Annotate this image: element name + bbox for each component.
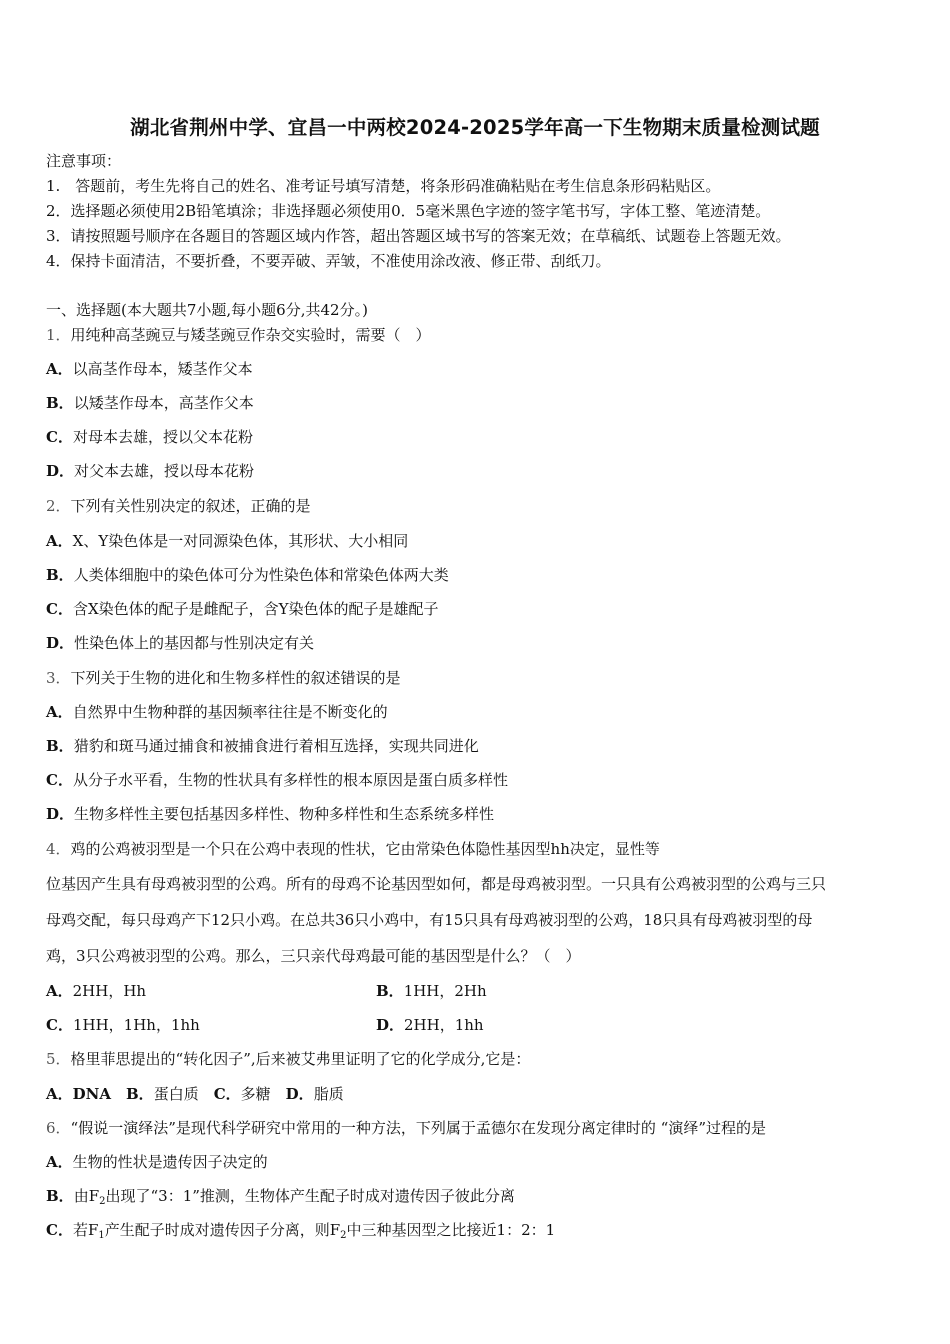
q1-option-a [46,359,253,379]
question-stem: 下列关于生物的进化和生物多样性的叙述错误的是 [70,669,401,687]
option-text: 性染色体上的基因都与性别决定有关 [74,634,315,652]
option-text: 生物的性状是遗传因子决定的 [72,1153,268,1171]
option-key: B． [46,1187,74,1205]
q5-options [46,1084,344,1104]
question-2 [46,496,311,516]
option-text: 2HH，Hh [72,982,147,1000]
option-key: A． [46,1153,73,1171]
option-text-post: 出现了“3：1”推测，生物体产生配子时成对遗传因子彼此分离 [105,1187,515,1205]
q1-option-c [46,427,253,447]
notice-item-4: 4．保持卡面清洁，不要折叠，不要弄破、弄皱，不准使用涂改液、修正带、刮纸刀。 [46,252,611,270]
option-text: 对父本去雄，授以母本花粉 [74,462,255,480]
option-key: C． [46,428,73,446]
option-text: 对母本去雄，授以父本花粉 [72,428,253,446]
q2-option-a [46,531,408,551]
option-text: 脂质 [313,1085,344,1103]
subscript: 2 [340,1230,347,1241]
option-key: A． [46,703,73,721]
question-6 [46,1118,766,1138]
option-text: 以矮茎作母本，高茎作父本 [73,394,254,412]
q1-option-d [46,461,254,481]
q2-option-d [46,633,314,653]
q6-option-c [46,1220,555,1246]
option-key: C． [46,600,73,618]
option-key: C． [46,771,73,789]
notice-item-1: 1. 答题前，考生先将自己的姓名、准考证号填写清楚，将条形码准确粘贴在考生信息条形码粘贴区。 [46,177,721,195]
question-stem-line-1: 鸡的公鸡被羽型是一个只在公鸡中表现的性状，它由常染色体隐性基因型hh决定，显性等 [70,840,660,858]
question-stem-line-2: 位基因产生具有母鸡被羽型的公鸡。所有的母鸡不论基因型如何，都是母鸡被羽型。一只具有公鸡被羽型的公鸡与三只 [46,875,827,893]
q3-option-d [46,804,494,824]
q1-option-b [46,393,254,413]
q2-option-b [46,565,449,585]
option-key: A． [46,982,73,1000]
notice-item-2: 2．选择题必须使用2B铅笔填涂；非选择题必须使用0．5毫米黑色字迹的签字笔书写，字体工整、笔迹清楚。 [46,202,771,220]
option-key: D． [376,1016,405,1034]
option-text: 1HH，2Hh [403,982,487,1000]
option-text: X、Y染色体是一对同源染色体，其形状、大小相同 [72,532,409,550]
option-text: 生物多样性主要包括基因多样性、物种多样性和生态系统多样性 [74,805,495,823]
option-key: B． [46,737,74,755]
option-text: 多糖 [240,1085,286,1103]
question-4 [46,839,660,859]
option-key: D． [46,462,75,480]
question-number: 5． [46,1050,71,1068]
option-text-pre: 由F [73,1187,100,1205]
option-text-mid: 产生配子时成对遗传因子分离，则F [104,1221,341,1239]
question-number: 6． [46,1119,71,1137]
q3-option-b [46,736,479,756]
option-key: B． [376,982,404,1000]
exam-title: 湖北省荆州中学、宜昌一中两校2024-2025学年高一下生物期末质量检测试题 [130,116,820,139]
q6-option-b [46,1186,515,1212]
question-number: 2． [46,497,71,515]
option-text: 以高茎作母本，矮茎作父本 [72,360,253,378]
option-key: C． [46,1016,73,1034]
notice-item-3: 3．请按照题号顺序在各题目的答题区域内作答，超出答题区域书写的答案无效；在草稿纸、试题卷上答题无效。 [46,227,791,245]
option-key: B． [46,566,74,584]
q6-option-a [46,1152,268,1172]
q2-option-c [46,599,439,619]
option-text: 蛋白质 [153,1085,214,1103]
option-key: A． [46,1085,73,1103]
question-number: 1． [46,326,71,344]
question-number: 4． [46,840,71,858]
subscript: 2 [99,1196,106,1207]
option-key: B． [46,394,74,412]
question-stem: 用纯种高茎豌豆与矮茎豌豆作杂交实验时，需要（ ） [70,326,431,344]
option-key: C． [213,1085,241,1103]
question-3 [46,668,401,688]
option-text: 自然界中生物种群的基因频率往往是不断变化的 [72,703,388,721]
option-text: 猎豹和斑马通过捕食和被捕食进行着相互选择，实现共同进化 [73,737,479,755]
option-key: D． [285,1085,314,1103]
question-stem: 下列有关性别决定的叙述，正确的是 [70,497,311,515]
option-key: C． [46,1221,73,1239]
option-key: B． [126,1085,154,1103]
option-text: 1HH，1Hh，1hh [72,1016,200,1034]
q4-option-c [46,1015,200,1035]
section-heading: 一、选择题(本大题共7小题,每小题6分,共42分。) [46,301,368,319]
option-text: 含X染色体的配子是雌配子，含Y染色体的配子是雄配子 [72,600,439,618]
question-stem-line-3: 母鸡交配，每只母鸡产下12只小鸡。在总共36只小鸡中，有15只具有母鸡被羽型的公鸡，18只具有母鸡被羽型的母 [46,911,813,929]
question-stem-line-4: 鸡，3只公鸡被羽型的公鸡。那么，三只亲代母鸡最可能的基因型是什么？（ ） [46,947,581,965]
option-key: A． [46,532,73,550]
question-1 [46,325,431,345]
question-stem: 格里菲思提出的“转化因子”,后来被艾弗里证明了它的化学成分,它是： [70,1050,531,1068]
option-key: D． [46,634,75,652]
option-text: 人类体细胞中的染色体可分为性染色体和常染色体两大类 [73,566,449,584]
option-text-post: 中三种基因型之比接近1：2：1 [346,1221,556,1239]
subscript: 1 [98,1230,105,1241]
option-key: D． [46,805,75,823]
q3-option-a [46,702,388,722]
option-key: A． [46,360,73,378]
q4-option-b [376,981,487,1001]
q3-option-c [46,770,508,790]
option-text: DNA [72,1085,126,1103]
question-5 [46,1049,530,1069]
option-text-pre: 若F [72,1221,99,1239]
q4-option-d [376,1015,484,1035]
option-text: 从分子水平看，生物的性状具有多样性的根本原因是蛋白质多样性 [72,771,508,789]
question-number: 3． [46,669,71,687]
notice-heading: 注意事项： [46,152,122,170]
question-stem: “假说一演绎法”是现代科学研究中常用的一种方法，下列属于孟德尔在发现分离定律时的 “演绎”过程的是 [70,1119,766,1137]
q4-option-a [46,981,146,1001]
option-text: 2HH，1hh [404,1016,484,1034]
